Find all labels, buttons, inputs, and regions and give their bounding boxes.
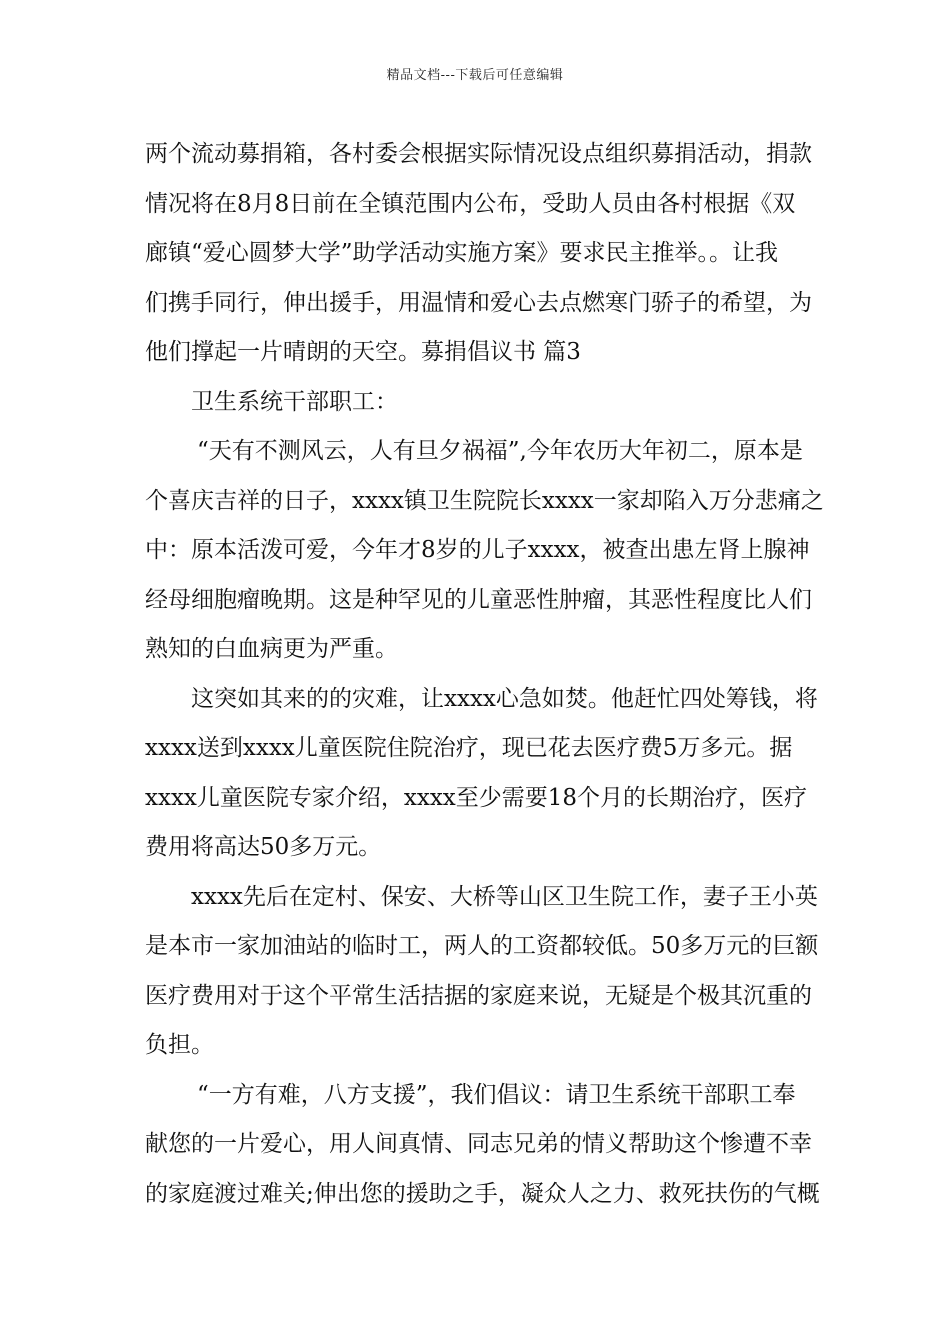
- text-line: 两个流动募捐箱，各村委会根据实际情况设点组织募捐活动，捐款: [145, 141, 812, 167]
- text-line: 医疗费用对于这个平常生活拮据的家庭来说，无疑是个极其沉重的: [145, 982, 812, 1009]
- text-line: 的家庭渡过难关;伸出您的援助之手，凝众人之力、救死扶伤的气概: [145, 1180, 820, 1207]
- paragraph-start-line: “一方有难，八方支援”，我们倡议：请卫生系统干部职工奉: [197, 1081, 796, 1108]
- text-line: 献您的一片爱心，用人间真情、同志兄弟的情义帮助这个惨遭不幸: [145, 1131, 812, 1157]
- text-line: 费用将高达50多万元。: [145, 834, 382, 860]
- text-line: 情况将在8月8日前在全镇范围内公布，受助人员由各村根据《双: [145, 190, 796, 217]
- text-line: 他们撑起一片晴朗的天空。募捐倡议书 篇3: [145, 339, 581, 365]
- text-line: xxxx送到xxxx儿童医院住院治疗，现已花去医疗费5万多元。据: [145, 735, 793, 761]
- text-line: 经母细胞瘤晚期。这是种罕见的儿童恶性肿瘤，其恶性程度比人们: [145, 586, 812, 613]
- text-line: xxxx儿童医院专家介绍，xxxx至少需要18个月的长期治疗，医疗: [145, 784, 808, 811]
- paragraph-start-line: xxxx先后在定村、保安、大桥等山区卫生院工作，妻子王小英: [191, 883, 818, 910]
- text-line: 中：原本活泼可爱，今年才8岁的儿子xxxx，被查出患左肾上腺神: [145, 537, 810, 563]
- text-line: 们携手同行，伸出援手，用温情和爱心去点燃寒门骄子的希望，为: [145, 289, 812, 316]
- paragraph-start-line: “天有不测风云，人有旦夕祸福”,今年农历大年初二，原本是: [197, 438, 803, 464]
- text-line: 负担。: [145, 1032, 214, 1058]
- document-body: [145, 130, 824, 1219]
- paragraph-start-line: 这突如其来的的灾难，让xxxx心急如焚。他赶忙四处筹钱，将: [191, 685, 818, 712]
- page-header: 精品文档---下载后可任意编辑: [386, 68, 564, 83]
- text-line: 个喜庆吉祥的日子，xxxx镇卫生院院长xxxx一家却陷入万分悲痛之: [145, 487, 824, 514]
- salutation-line: 卫生系统干部职工：: [191, 388, 398, 415]
- text-line: 廊镇“爱心圆梦大学”助学活动实施方案》要求民主推举。。让我: [145, 240, 779, 266]
- text-line: 是本市一家加油站的临时工，两人的工资都较低。50多万元的巨额: [145, 933, 819, 959]
- text-line: 熟知的白血病更为严重。: [145, 636, 398, 662]
